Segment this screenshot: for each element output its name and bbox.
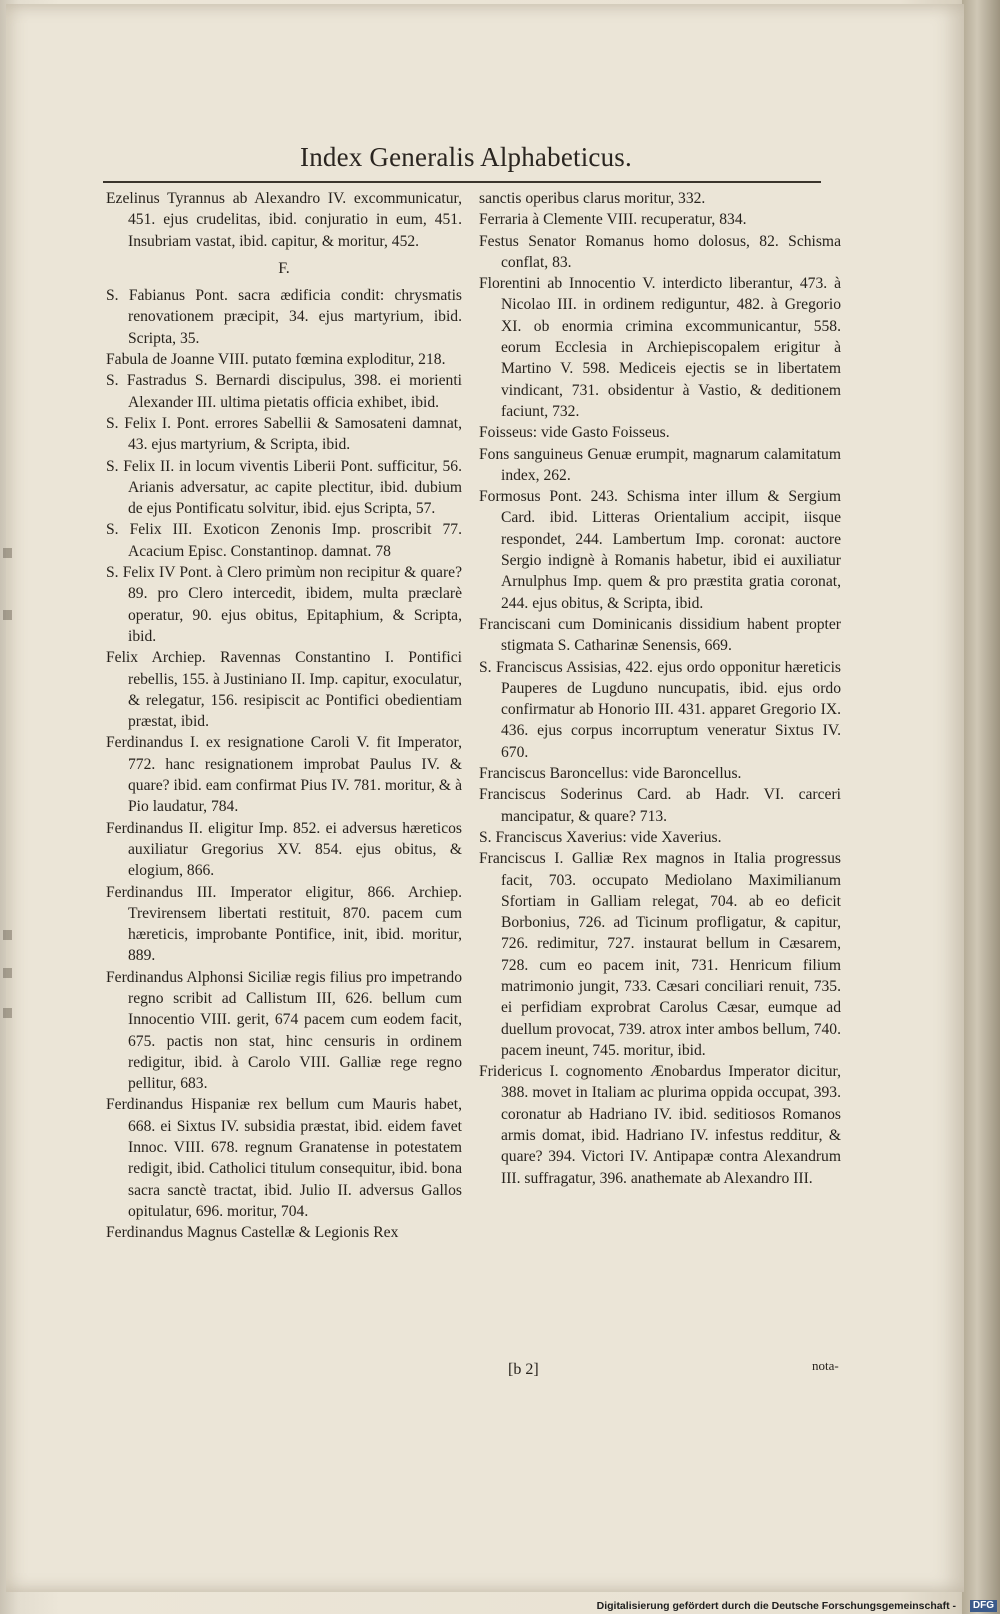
index-entry: S. Felix II. in locum viventis Liberii Pont. sufficitur, 56. Arianis adversatur, ac capite plectitur, ibid. dubium de ejus Pontificatu solvitur, ibid. ejus Scripta, 57. [106,457,462,518]
index-entry: Ferraria à Clemente VIII. recuperatur, 834. [479,211,747,229]
index-entry: S. Franciscus Assisias, 422. ejus ordo opponitur hæreticis Pauperes de Lugduno nuncupatis, ibid. ejus ordo confirmatur ab Honorio III. 431. apparet Gregorio IX. 436. ejus corpus incorruptum veneratur Sixtus IV. 670. [479,658,841,761]
index-entry: S. Fastradus S. Bernardi discipulus, 398. ei morienti Alexander III. ultima pietatis officia exhibet, ibid. [106,372,462,411]
index-entry: Franciscus Soderinus Card. ab Hadr. VI. carceri mancipatur, & quare? 713. [479,786,841,825]
index-entry: Formosus Pont. 243. Schisma inter illum & Sergium Card. ibid. Litteras Orientalium accipit, iisque respondet, 244. Lambertum Imp. coronat: auctore Sergio indignè à Romanis habetur, ibid ei auxiliatur Arnulphus Imp. quem & pro præstita gratia coronat, 244. ejus obitus, & Scripta, ibid. [479,488,841,612]
margin-marks [0,0,18,1614]
index-entry: Franciscani cum Dominicanis dissidium habent propter stigmata S. Catharinæ Senensis, 669. [479,615,841,655]
index-entry: Franciscus I. Galliæ Rex magnos in Italia progressus facit, 703. occupato Mediolano Maximilianum Sfortiam in Galliam relegat, 704. ab eo deficit Borbonius, 726. ad Ticinum profligatur, & capitur, 726. redimitur, 727. instaurat bellum in Cæsarem, 728. cum eo pacem init, 731. Henricum filium matrimonio jungit, 733. Cæsari conciliari renuit, 735. ei perfidiam exprobrat Carolus Cæsar, eumque ad duellum provocat, 739. atrox inter ambos bellum, 740. pacem ineunt, 745. moritur, ibid. [479,850,841,1059]
index-entry: Florentini ab Innocentio V. interdicto liberantur, 473. à Nicolao III. in ordinem rediguntur, 482. à Gregorio XI. ob enormia crimina excommunicantur, 558. eorum Ecclesia in Archiepiscopalem erigitur à Martino V. 598. Mediceis ejectis se in libertatem vindicant, 731. obsidentur à Vastio, & deditionem faciunt, 732. [479,275,841,420]
right-column [479,188,841,1189]
book-edge [962,0,1000,1614]
index-entry: S. Felix III. Exoticon Zenonis Imp. proscribit 77. Acacium Episc. Constantinop. damnat. 78 [106,521,462,560]
footer-credit: Digitalisierung gefördert durch die Deutsche Forschungsgemeinschaft - [596,1600,956,1612]
index-entry: Ezelinus Tyrannus ab Alexandro IV. excommunicatur, 451. ejus crudelitas, ibid. conjuratio in eum, 451. Insubriam vastat, ibid. capitur, & moritur, 452. [106,190,462,250]
head-rule [103,181,821,183]
index-entry: Ferdinandus III. Imperator eligitur, 866. Archiep. Trevirensem libertati restituit, 870. pacem cum hæreticis, improbante Pontifice, init, ibid. moritur, 889. [106,883,462,965]
signature-mark: [b 2] [508,1361,539,1378]
index-entry: Fons sanguineus Genuæ erumpit, magnarum calamitatum index, 262. [479,445,841,484]
left-column [106,188,462,1244]
index-entry: Ferdinandus II. eligitur Imp. 852. ei adversus hæreticos auxiliatur Gregorius XV. 854. ejus obitus, & elogium, 866. [106,819,462,880]
index-entry: Fridericus I. cognomento Ænobardus Imperator dicitur, 388. movet in Italiam ac plurima oppida occupat, 393. coronatur ab Hadriano IV. ibid. seditiosos Romanos armis domat, ibid. Hadriano IV. infestus redditur, & quare? 394. Victori IV. Antipapæ contra Alexandrum III. suffragatur, 396. anathemate ab Alexandro III. [479,1063,841,1187]
index-entry: sanctis operibus clarus moritur, 332. [479,190,706,207]
index-entry: Festus Senator Romanus homo dolosus, 82. Schisma conflat, 83. [479,232,841,271]
index-entry: S. Franciscus Xaverius: vide Xaverius. [479,828,722,846]
index-entry: Ferdinandus I. ex resignatione Caroli V. fit Imperator, 772. hanc resignationem improbat Paulus IV. & quare? ibid. eam confirmat Pius IV. 781. moritur, & à Pio laudatur, 784. [106,734,462,816]
index-entry: Ferdinandus Hispaniæ rex bellum cum Mauris habet, 668. ei Sixtus IV. subsidia præstat, ibid. eidem favet Innoc. VIII. 678. regnum Granatense in potestatem redigit, ibid. Catholici titulum consequitur, ibid. bona sacra sanctè tractat, ibid. Julio II. adversus Gallos opitulatur, 696. moritur, 704. [106,1096,462,1220]
index-entry: Felix Archiep. Ravennas Constantino I. Pontifici rebellis, 155. à Justiniano II. Imp. capitur, exoculatur, & relegatur, 156. resipiscit ac Pontifici obedientiam præstat, ibid. [106,649,462,731]
dfg-logo: DFG [970,1600,997,1612]
index-entry: Franciscus Baroncellus: vide Baroncellus. [479,765,742,783]
running-head: Index Generalis Alphabeticus. [300,142,632,172]
index-entry: Ferdinandus Magnus Castellæ & Legionis Rex [106,1224,399,1242]
letter-heading: F. [278,259,290,277]
index-entry: S. Felix I. Pont. errores Sabellii & Samosateni damnat, 43. ejus martyrium, & Scripta, ibid. [106,414,462,454]
index-entry: Fabula de Joanne VIII. putato fœmina exploditur, 218. [106,351,446,369]
index-entry: S. Fabianus Pont. sacra ædificia condit: chrysmatis renovationem præcipit, 34. ejus martyrium, ibid. Scripta, 35. [106,287,462,347]
index-entry: S. Felix IV Pont. à Clero primùm non recipitur & quare? 89. pro Clero intercedit, ibidem, multa præclarè operatur, 90. ejus obitus, Epitaphium, & Scripta, ibid. [106,564,462,645]
index-entry: Foisseus: vide Gasto Foisseus. [479,424,670,442]
index-entry: Ferdinandus Alphonsi Siciliæ regis filius pro impetrando regno scribit ad Callistum III, 626. bellum cum Innocentio VIII. gerit, 674 pacem cum eodem facit, 675. pactis non stat, hinc censuris in ordinem redigitur, ibid. à Carolo VIII. Galliæ rege regno pellitur, 683. [106,968,462,1093]
catchword: nota- [812,1358,839,1373]
